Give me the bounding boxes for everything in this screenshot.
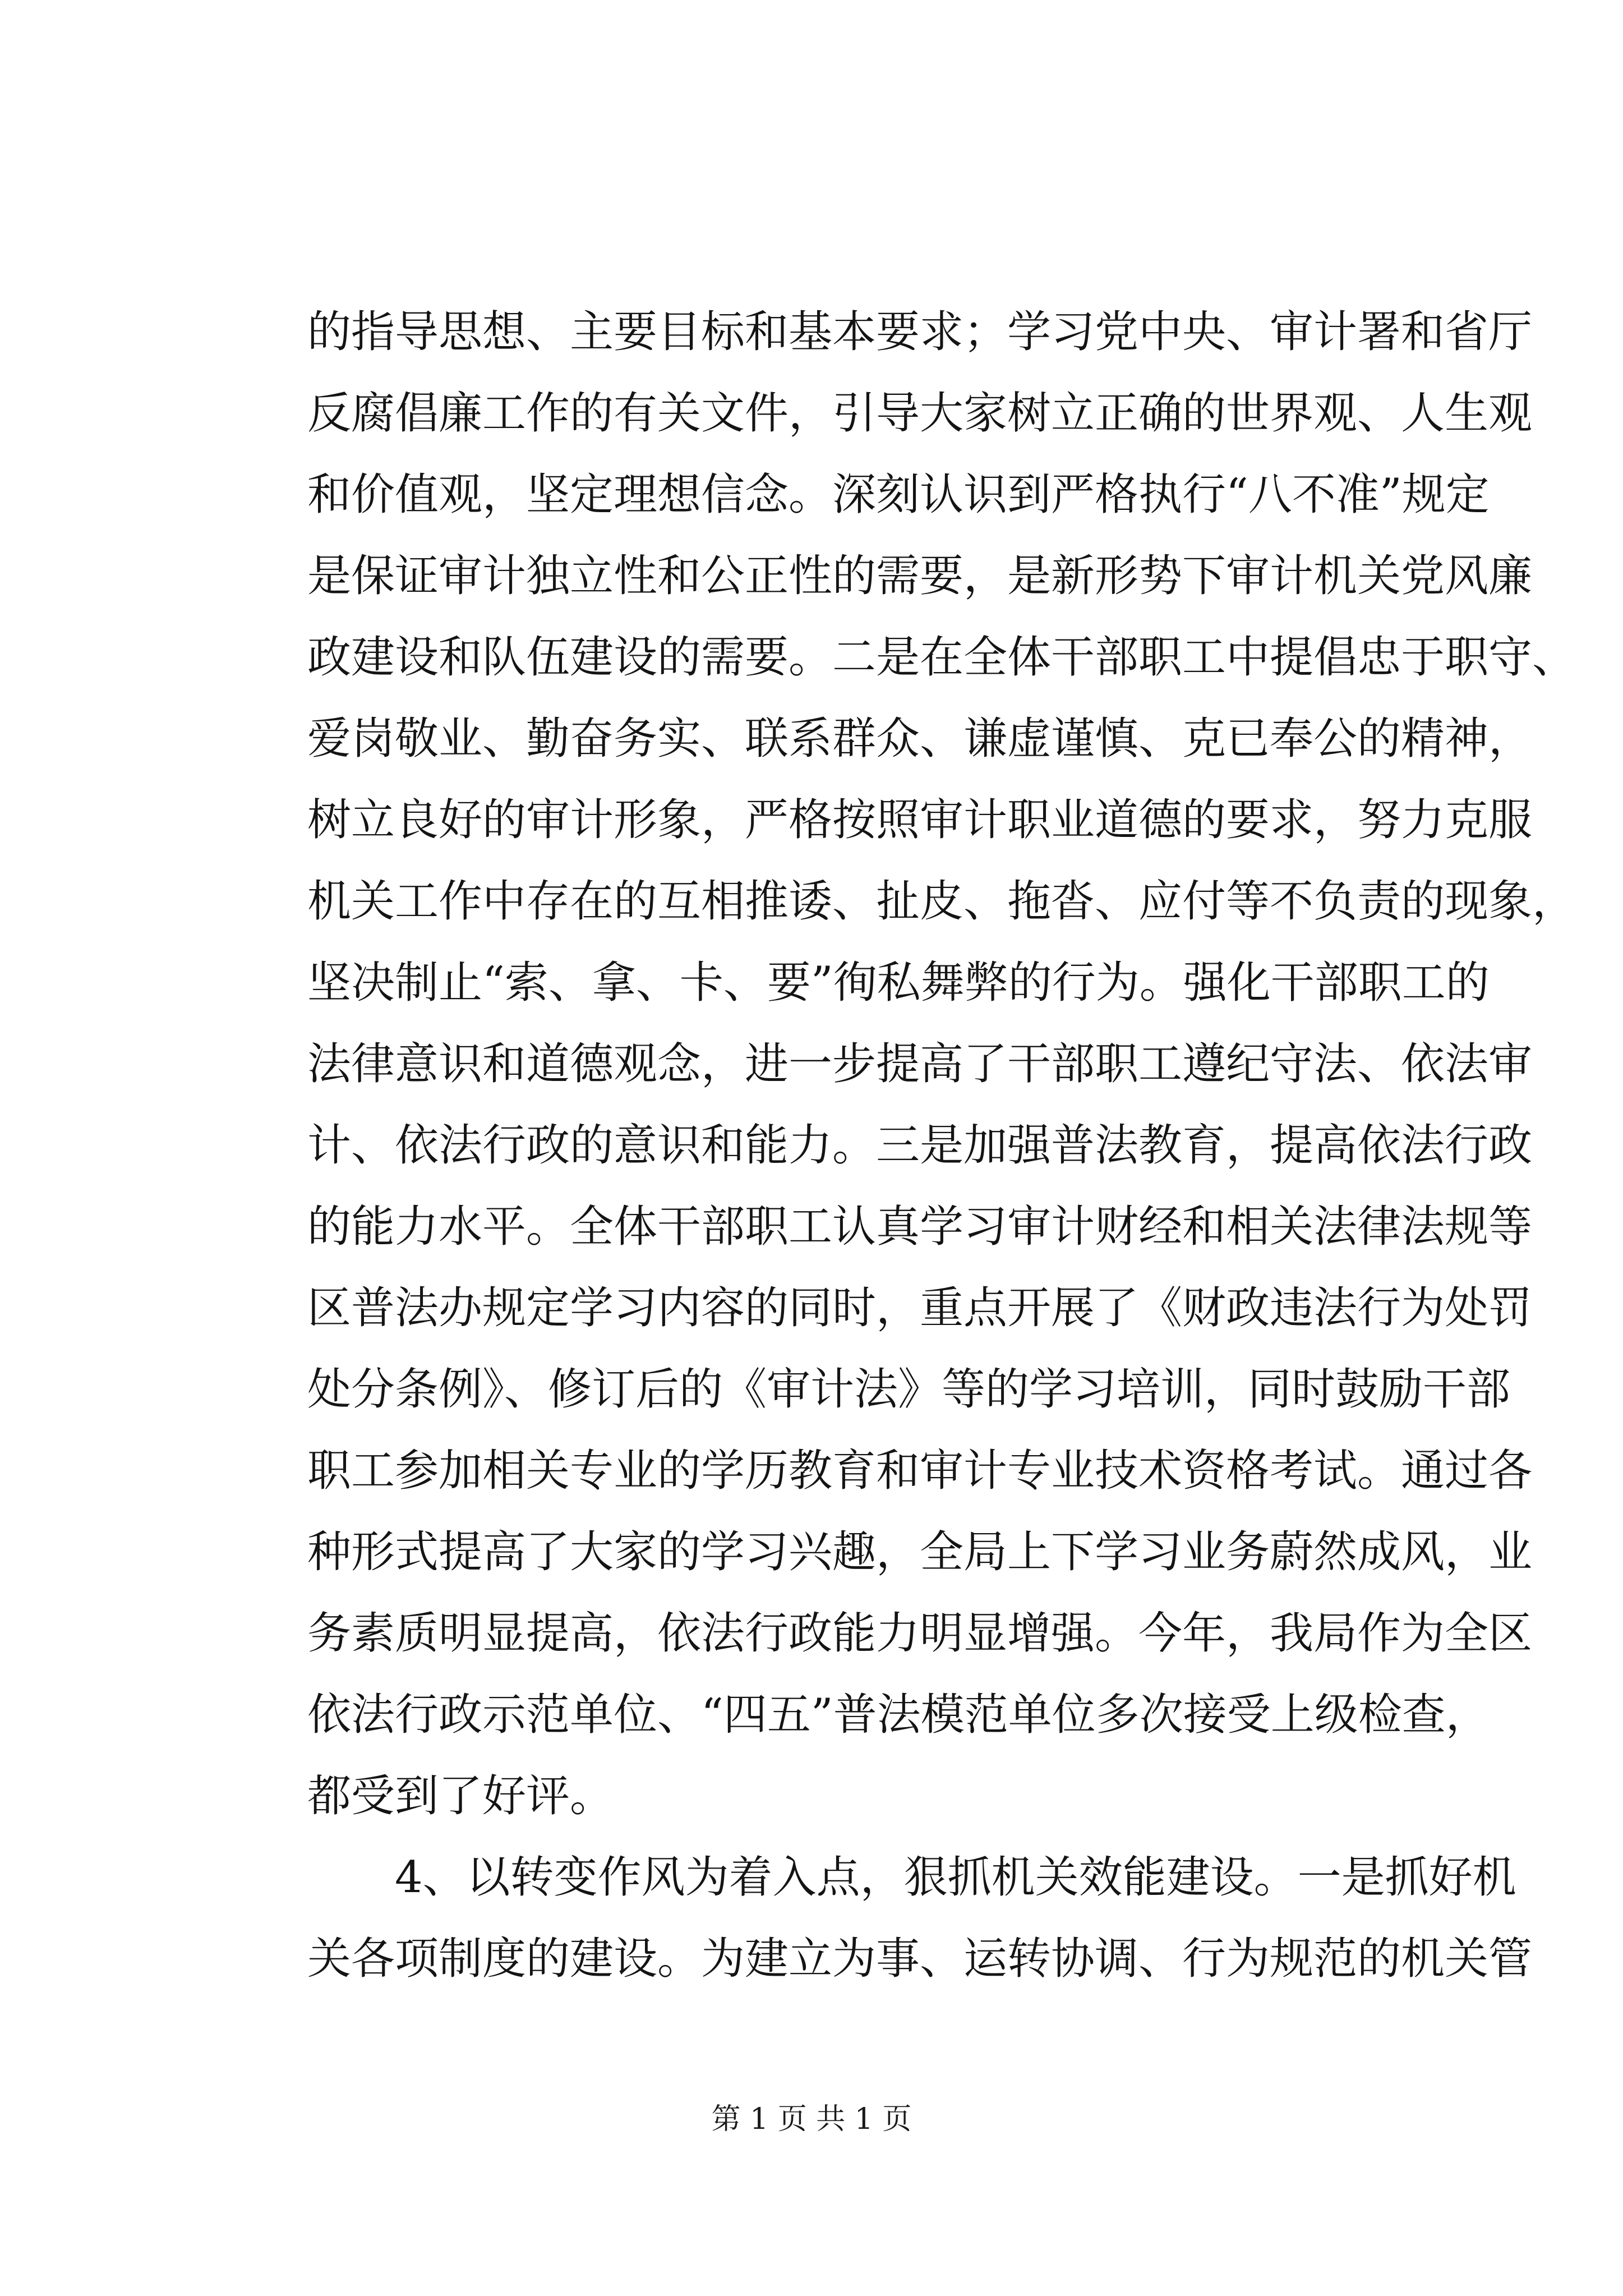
page-number-footer: 第 1 页 共 1 页 — [711, 2102, 912, 2136]
body-text — [307, 292, 1576, 2000]
text-line: 坚决制止“索、拿、卡、要”徇私舞弊的行为。强化干部职工的 — [307, 958, 1490, 1008]
text-line: 反腐倡廉工作的有关文件，引导大家树立正确的世界观、人生观 — [307, 388, 1533, 439]
text-line: 爱岗敬业、勤奋务实、联系群众、谦虚谨慎、克已奉公的精神， — [307, 714, 1533, 764]
text-line: 政建设和队伍建设的需要。二是在全体干部职工中提倡忠于职守、 — [307, 632, 1576, 683]
text-line: 机关工作中存在的互相推诿、扯皮、拖沓、应付等不负责的现象， — [307, 876, 1576, 927]
text-line: 是保证审计独立性和公正性的需要，是新形势下审计机关党风廉 — [307, 551, 1533, 601]
text-line: 和价值观，坚定理想信念。深刻认识到严格执行“八不准”规定 — [307, 470, 1490, 520]
text-line: 的能力水平。全体干部职工认真学习审计财经和相关法律法规等 — [307, 1202, 1533, 1252]
text-line: 关各项制度的建设。为建立为事、运转协调、行为规范的机关管 — [307, 1934, 1533, 1984]
text-line: 务素质明显提高，依法行政能力明显增强。今年，我局作为全区 — [307, 1608, 1533, 1659]
text-line: 依法行政示范单位、“四五”普法模范单位多次接受上级检查， — [307, 1690, 1490, 1740]
text-line: 树立良好的审计形象，严格按照审计职业道德的要求，努力克服 — [307, 795, 1533, 845]
paragraph-start-line: 4、以转变作风为着入点，狠抓机关效能建设。一是抓好机 — [395, 1852, 1516, 1903]
text-line: 处分条例》、修订后的《审计法》等的学习培训，同时鼓励干部 — [307, 1364, 1511, 1415]
paragraph-end-line: 都受到了好评。 — [307, 1771, 614, 1821]
text-line: 的指导思想、主要目标和基本要求；学习党中央、审计署和省厅 — [307, 307, 1533, 357]
text-line: 区普法办规定学习内容的同时，重点开展了《财政违法行为处罚 — [307, 1283, 1533, 1333]
text-line: 计、依法行政的意识和能力。三是加强普法教育，提高依法行政 — [307, 1120, 1533, 1171]
text-line: 法律意识和道德观念，进一步提高了干部职工遵纪守法、依法审 — [307, 1039, 1533, 1089]
text-line: 职工参加相关专业的学历教育和审计专业技术资格考试。通过各 — [307, 1446, 1533, 1496]
text-line: 种形式提高了大家的学习兴趣，全局上下学习业务蔚然成风，业 — [307, 1527, 1533, 1577]
